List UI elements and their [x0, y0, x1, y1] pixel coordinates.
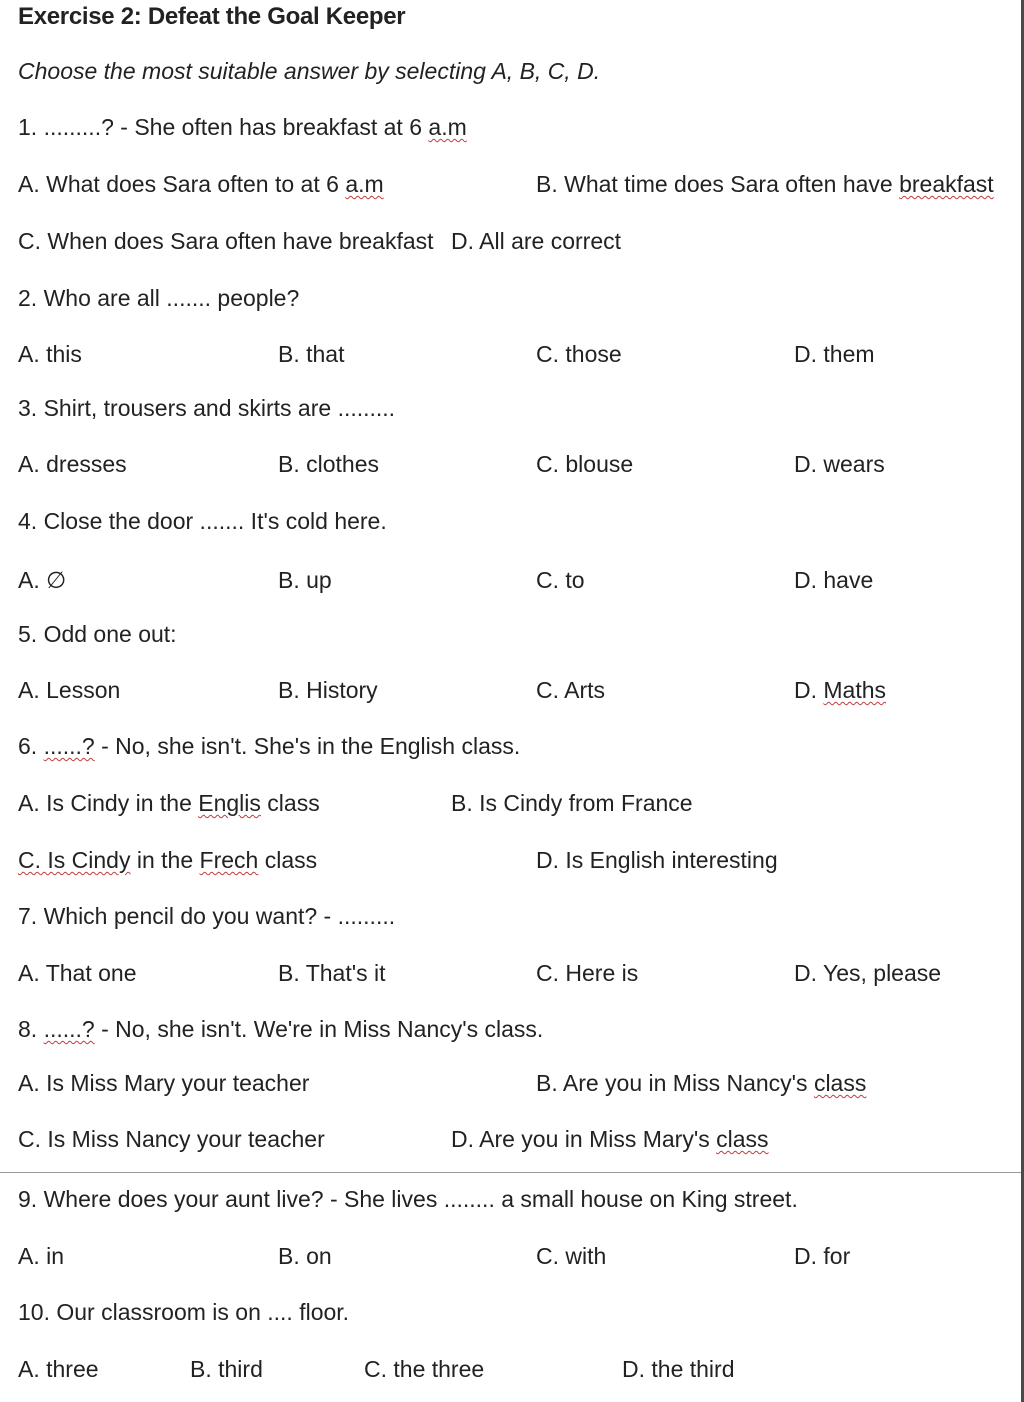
question-8: 8. ......? - No, she isn't. We're in Miss Nancy's class. — [18, 1016, 544, 1042]
q1-option-d[interactable]: D. All are correct — [451, 228, 621, 254]
q7-option-c[interactable]: C. Here is — [536, 960, 639, 986]
q2-option-c[interactable]: C. those — [536, 341, 622, 367]
q5-option-d[interactable]: D. Maths — [794, 677, 887, 703]
q8-option-a[interactable]: A. Is Miss Mary your teacher — [18, 1070, 310, 1096]
q3-option-d[interactable]: D. wears — [794, 451, 885, 477]
q9-option-b[interactable]: B. on — [278, 1243, 332, 1269]
q4-option-d[interactable]: D. have — [794, 567, 874, 593]
q2-option-a[interactable]: A. this — [18, 341, 82, 367]
q2-option-d[interactable]: D. them — [794, 341, 875, 367]
q3-option-c[interactable]: C. blouse — [536, 451, 634, 477]
question-7: 7. Which pencil do you want? - ......... — [18, 903, 396, 929]
question-10: 10. Our classroom is on .... floor. — [18, 1299, 350, 1325]
q1-option-a[interactable]: A. What does Sara often to at 6 a.m — [18, 171, 384, 197]
section-divider — [0, 1172, 1021, 1173]
q10-option-c[interactable]: C. the three — [364, 1356, 485, 1382]
q5-option-b[interactable]: B. History — [278, 677, 378, 703]
question-6: 6. ......? - No, she isn't. She's in the English class. — [18, 733, 521, 759]
q10-option-b[interactable]: B. third — [190, 1356, 263, 1382]
exercise-title: Exercise 2: Defeat the Goal Keeper — [18, 3, 406, 30]
q6-option-b[interactable]: B. Is Cindy from France — [451, 790, 693, 816]
q1-option-b[interactable]: B. What time does Sara often have breakfast — [536, 171, 994, 197]
q6-option-c[interactable]: C. Is Cindy in the Frech class — [18, 847, 318, 873]
q9-option-d[interactable]: D. for — [794, 1243, 851, 1269]
q7-option-a[interactable]: A. That one — [18, 960, 137, 986]
q1-option-c[interactable]: C. When does Sara often have breakfast — [18, 228, 434, 254]
q10-option-d[interactable]: D. the third — [622, 1356, 735, 1382]
q4-option-b[interactable]: B. up — [278, 567, 332, 593]
q4-option-a[interactable]: A. ∅ — [18, 567, 67, 593]
q6-option-a[interactable]: A. Is Cindy in the Englis class — [18, 790, 320, 816]
q8-option-d[interactable]: D. Are you in Miss Mary's class — [451, 1126, 769, 1152]
q2-option-b[interactable]: B. that — [278, 341, 345, 367]
q5-option-c[interactable]: C. Arts — [536, 677, 606, 703]
question-1: 1. .........? - She often has breakfast at 6 a.m — [18, 114, 467, 140]
q9-option-c[interactable]: C. with — [536, 1243, 607, 1269]
question-4: 4. Close the door ....... It's cold here. — [18, 508, 387, 534]
question-2: 2. Who are all ....... people? — [18, 285, 300, 311]
q7-option-d[interactable]: D. Yes, please — [794, 960, 942, 986]
q9-option-a[interactable]: A. in — [18, 1243, 65, 1269]
question-9: 9. Where does your aunt live? - She lives ........ a small house on King street. — [18, 1186, 798, 1212]
q10-option-a[interactable]: A. three — [18, 1356, 99, 1382]
q7-option-b[interactable]: B. That's it — [278, 960, 386, 986]
q3-option-a[interactable]: A. dresses — [18, 451, 127, 477]
q8-option-c[interactable]: C. Is Miss Nancy your teacher — [18, 1126, 325, 1152]
question-3: 3. Shirt, trousers and skirts are ......... — [18, 395, 396, 421]
q5-option-a[interactable]: A. Lesson — [18, 677, 121, 703]
q8-option-b[interactable]: B. Are you in Miss Nancy's class — [536, 1070, 867, 1096]
q6-option-d[interactable]: D. Is English interesting — [536, 847, 778, 873]
q4-option-c[interactable]: C. to — [536, 567, 585, 593]
instruction: Choose the most suitable answer by selecting A, B, C, D. — [18, 58, 601, 84]
question-5: 5. Odd one out: — [18, 621, 177, 647]
q3-option-b[interactable]: B. clothes — [278, 451, 379, 477]
